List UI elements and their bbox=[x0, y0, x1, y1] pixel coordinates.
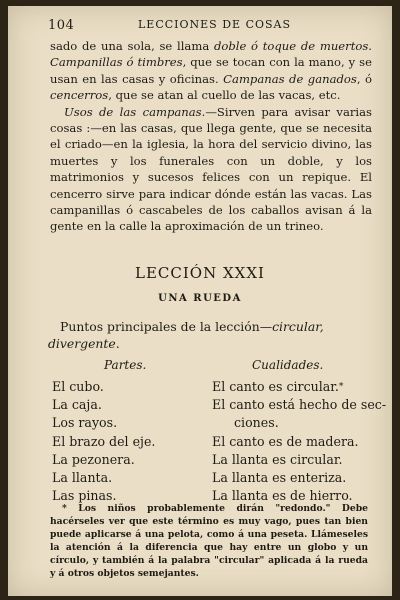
part-item: Los rayos. bbox=[52, 415, 118, 431]
points-suffix: . bbox=[115, 336, 120, 351]
running-title: LECCIONES DE COSAS bbox=[138, 18, 292, 31]
quality-item: El canto está hecho de sec- bbox=[212, 397, 387, 413]
lesson-subtitle: UNA RUEDA bbox=[158, 293, 242, 304]
italic-term: cencerros bbox=[50, 88, 109, 103]
points-italic: circular, divergente bbox=[48, 319, 324, 351]
quality-item bbox=[212, 378, 386, 396]
part-item: La caja. bbox=[52, 397, 102, 413]
lesson-title: LECCIÓN XXXI bbox=[135, 264, 265, 282]
part-item: El brazo del eje. bbox=[52, 433, 156, 449]
quality-item: La llanta es enteriza. bbox=[212, 470, 347, 486]
text-run: , que se tocan con la mano, y se bbox=[182, 55, 372, 70]
part-item: El cubo. bbox=[52, 379, 104, 394]
footnote bbox=[50, 502, 368, 580]
italic-lead: Usos de las campanas. bbox=[64, 104, 206, 119]
text-run: , ó bbox=[356, 71, 373, 86]
part-item: La pezonera. bbox=[52, 451, 135, 467]
italic-term: doble ó toque de muertos. bbox=[213, 39, 372, 53]
paragraph-text: —Sirven para avisar varias cosas :—en las casas, que llega gente, que se necesita el criado—en la iglesia, la hora del servicio divino, las muertes y los funerales con un doble, y los matrimonios y sucesos felices con un repique. El cencerro sirve para indicar dónde están las vacas. Las campanillas ó cascabeles de los caballos avisan á la gente en la calle la aproximación de un trineo. bbox=[50, 104, 372, 234]
text-run: usan en las casas y oficinas. bbox=[50, 71, 224, 86]
paragraph-bell-types bbox=[50, 38, 372, 104]
main-points-line bbox=[48, 318, 372, 352]
quality-item: El canto es de madera. bbox=[212, 433, 359, 449]
body-text bbox=[50, 38, 372, 235]
parts-column bbox=[52, 378, 155, 505]
quality-item: La llanta es de hierro. bbox=[212, 488, 353, 504]
footnote-text: * Los niños probablemente dirán "redondo." Debe hacérseles ver que este término es muy vago, pues tan bien puede aplicarse á una pelota, como á una peseta. Llámeseles la atención á la diferencia que hay entre un globo y un círculo, y también á la palabra "circular" aplicada á la rueda y á otros objetos semejantes. bbox=[50, 503, 368, 579]
paragraph-bell-uses bbox=[50, 104, 372, 235]
quality-text: El canto es circular. bbox=[212, 379, 339, 394]
text-run: sado de una sola, se llama bbox=[50, 39, 214, 53]
qualities-column bbox=[212, 378, 386, 505]
asterisk-icon: * bbox=[338, 382, 344, 392]
qualities-heading: Cualidades. bbox=[252, 358, 324, 372]
quality-item-continued: ciones. bbox=[234, 415, 279, 431]
part-item: Las pinas. bbox=[52, 488, 117, 504]
main-points bbox=[48, 318, 372, 352]
page-number: 104 bbox=[48, 18, 75, 33]
points-prefix: Puntos principales de la lección— bbox=[60, 319, 273, 334]
parts-heading: Partes. bbox=[104, 358, 147, 372]
part-item: La llanta. bbox=[52, 470, 113, 486]
italic-term: Campanas de ganados bbox=[223, 71, 357, 86]
quality-item: La llanta es circular. bbox=[212, 451, 343, 467]
italic-term: Campanillas ó timbres bbox=[50, 55, 183, 70]
text-run: , que se atan al cuello de las vacas, etc. bbox=[108, 88, 341, 103]
book-page bbox=[8, 6, 392, 596]
